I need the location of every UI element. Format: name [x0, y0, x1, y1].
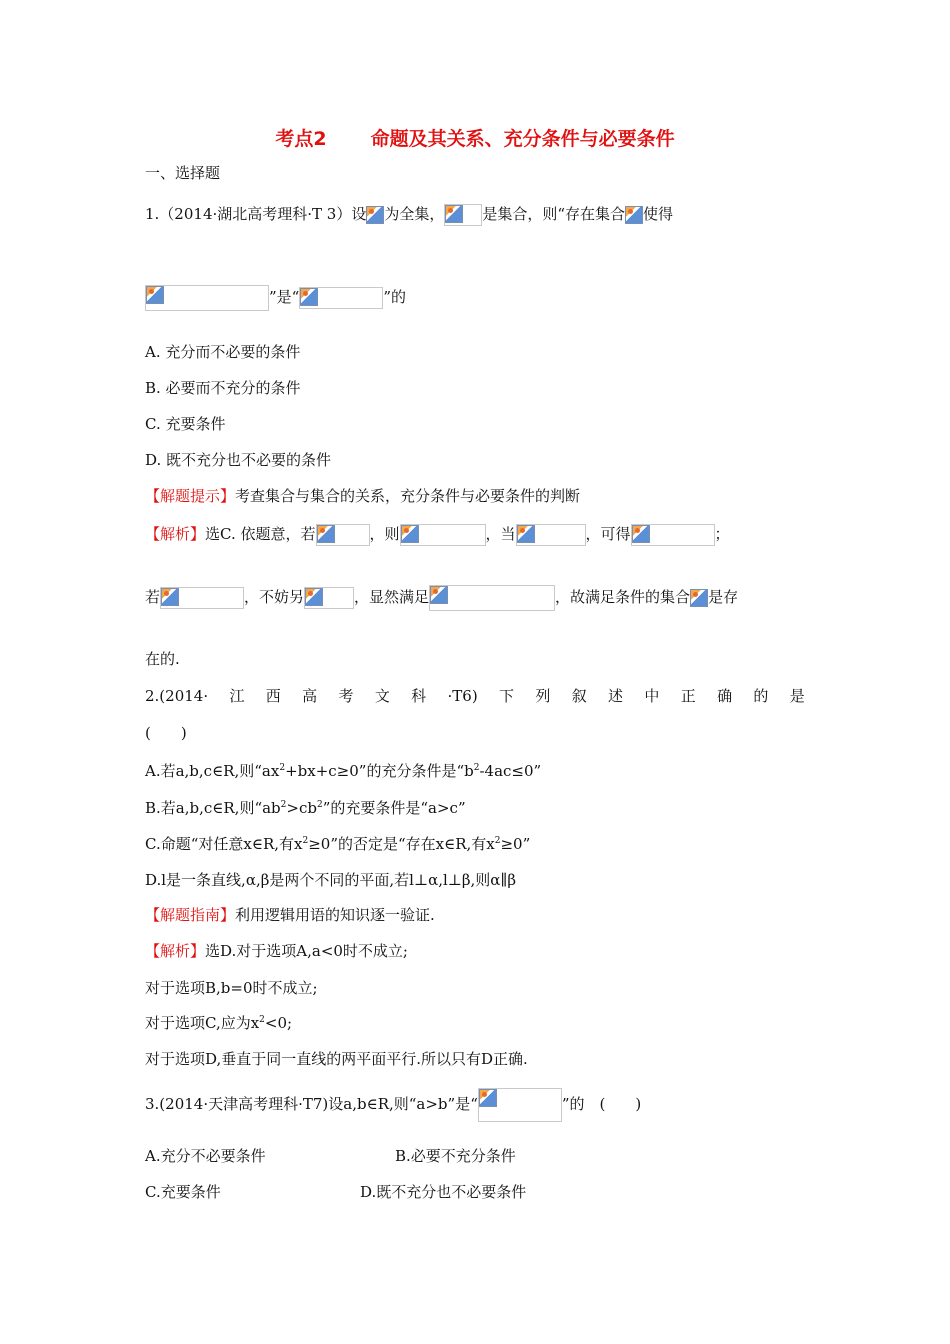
q2-option-a: A.若a,b,c∈R,则“$ax^2+bx+c\ge 0$”的充分条件是“$b^2-4ac\le 0$” — [145, 762, 542, 780]
q1-option-c: C. 充要条件 — [145, 415, 226, 433]
q1-hint: 【解题提示】考查集合与集合的关系，充分条件与必要条件的判断 — [145, 487, 581, 505]
broken-image-icon — [625, 206, 643, 224]
hint-tag: 【解题提示】 — [145, 487, 236, 505]
q3-option-c: C.充要条件 — [145, 1183, 221, 1201]
section-heading: 一、选择题 — [145, 164, 221, 182]
broken-image-icon — [516, 524, 586, 546]
q1-option-a: A. 充分而不必要的条件 — [145, 343, 301, 361]
q1-stem-line2: ”是“ ”的 — [145, 285, 406, 311]
broken-image-icon — [478, 1088, 562, 1122]
guide-tag: 【解题指南】 — [145, 906, 236, 924]
q3-option-a: A.充分不必要条件 — [145, 1147, 266, 1165]
q2-option-d: D.l是一条直线,α,β是两个不同的平面,若l⊥α,l⊥β,则α∥β — [145, 871, 517, 889]
q2-solution-line2: 对于选项B,b=0时不成立; — [145, 979, 318, 997]
page-title — [0, 124, 950, 151]
broken-image-icon — [316, 524, 370, 546]
title-topic-number: 考点2 — [275, 128, 327, 150]
q2-answer-paren: ( ) — [145, 724, 187, 742]
q1-option-d: D. 既不充分也不必要的条件 — [145, 451, 332, 469]
broken-image-icon — [444, 204, 482, 226]
q1-solution-line3: 在的. — [145, 650, 180, 668]
q2-stem: 2.(2014· 江 西 高 考 文 科 ·T6) 下 列 叙 述 中 正 确 的 是 — [145, 687, 805, 705]
broken-image-icon — [160, 587, 244, 609]
title-topic-name: 命题及其关系、充分条件与必要条件 — [370, 128, 675, 150]
broken-image-icon — [366, 206, 384, 224]
solution-tag: 【解析】 — [145, 525, 206, 543]
solution-tag: 【解析】 — [145, 942, 206, 960]
q1-stem-line1: 1.（2014·湖北高考理科·T 3）设 为全集， 是集合，则“存在集合 使得 — [145, 204, 673, 226]
q2-solution-line1: 【解析】选D.对于选项A,a<0时不成立; — [145, 942, 408, 960]
broken-image-icon — [631, 524, 715, 546]
q2-option-c: C.命题“对任意x∈R,有$x^2\ge 0$”的否定是“存在x∈R,有$x^2\ge 0$” — [145, 835, 531, 853]
q3-option-d: D.既不充分也不必要条件 — [360, 1183, 527, 1201]
broken-image-icon — [145, 285, 269, 311]
q2-option-b: B.若a,b,c∈R,则“$ab^2>cb^2$”的充要条件是“a>c” — [145, 799, 466, 817]
broken-image-icon — [400, 524, 486, 546]
broken-image-icon — [690, 589, 708, 607]
q2-solution-line3: 对于选项C,应为$x^2<0$; — [145, 1014, 293, 1032]
broken-image-icon — [304, 587, 354, 609]
q1-option-b: B. 必要而不充分的条件 — [145, 379, 301, 397]
q2-solution-line4: 对于选项D,垂直于同一直线的两平面平行.所以只有D正确. — [145, 1050, 528, 1068]
broken-image-icon — [429, 585, 555, 611]
q3-option-b: B.必要不充分条件 — [395, 1147, 516, 1165]
broken-image-icon — [299, 287, 383, 309]
q2-guide: 【解题指南】利用逻辑用语的知识逐一验证. — [145, 906, 435, 924]
q3-stem: 3.(2014·天津高考理科·T7)设a,b∈R,则“a>b”是“ ”的 ( ) — [145, 1088, 641, 1122]
q1-solution-line2: 若 ，不妨另 ，显然满足 ，故满足条件的集合 是存 — [145, 585, 738, 611]
q1-solution-line1: 【解析】选C. 依题意，若 ，则 ，当 ，可得 ； — [145, 524, 730, 546]
